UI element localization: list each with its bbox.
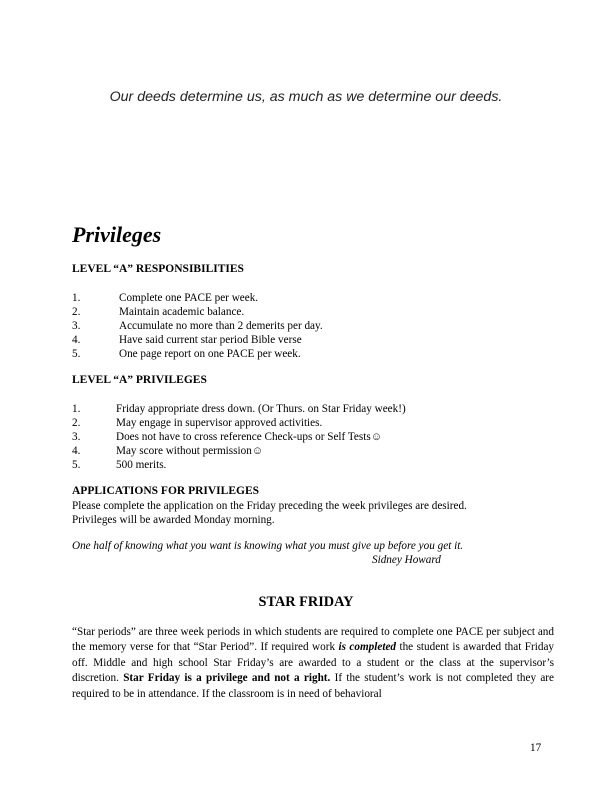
list-item: 2. May engage in supervisor approved activities. [72,417,323,429]
list-item: 1. Complete one PACE per week. [72,292,259,304]
applications-text [72,499,467,527]
list-item: 2. Maintain academic balance. [72,306,245,318]
list-item: 5. One page report on one PACE per week. [72,348,301,360]
applications-line-2: Privileges will be awarded Monday morning. [72,514,275,526]
list-item: 1. Friday appropriate dress down. (Or Thurs. on Star Friday week!) [72,403,406,415]
closing-quote: One half of knowing what you want is knowing what you must give up before you get it. [72,540,464,552]
responsibilities-title: LEVEL “A” RESPONSIBILITIES [72,263,244,275]
list-item: 4. May score without permission☺ [72,445,264,457]
quote-author: Sidney Howard [372,554,441,566]
page-number: 17 [530,742,542,754]
list-item: 3. Does not have to cross reference Check-ups or Self Tests☺ [72,431,383,443]
star-friday-paragraph: “Star periods” are three week periods in which students are required to complete one PACE per subject and the memory verse for that “Star Period”. If required work is completed the student is awarded that Friday off. Middle and high school Star Friday’s are awarded to a student or the class at the supervisor’s discretion. Star Friday is a privilege and not a right. If the student’s work is not completed they are required to be in attendance. If the classroom is in need of behavioral [72,626,554,700]
list-item: 5. 500 merits. [72,459,167,471]
page-heading: Privileges [72,222,162,247]
list-item: 3. Accumulate no more than 2 demerits per day. [72,320,323,332]
list-item: 4. Have said current star period Bible verse [72,334,302,346]
privileges-list [72,402,406,472]
applications-title: APPLICATIONS FOR PRIVILEGES [72,485,260,497]
epigraph-quote: Our deeds determine us, as much as we determine our deeds. [109,89,503,105]
responsibilities-list [72,291,323,361]
privileges-title: LEVEL “A” PRIVILEGES [72,374,207,386]
star-friday-title: STAR FRIDAY [258,594,354,610]
applications-line-1: Please complete the application on the Friday preceding the week privileges are desired. [72,500,467,512]
